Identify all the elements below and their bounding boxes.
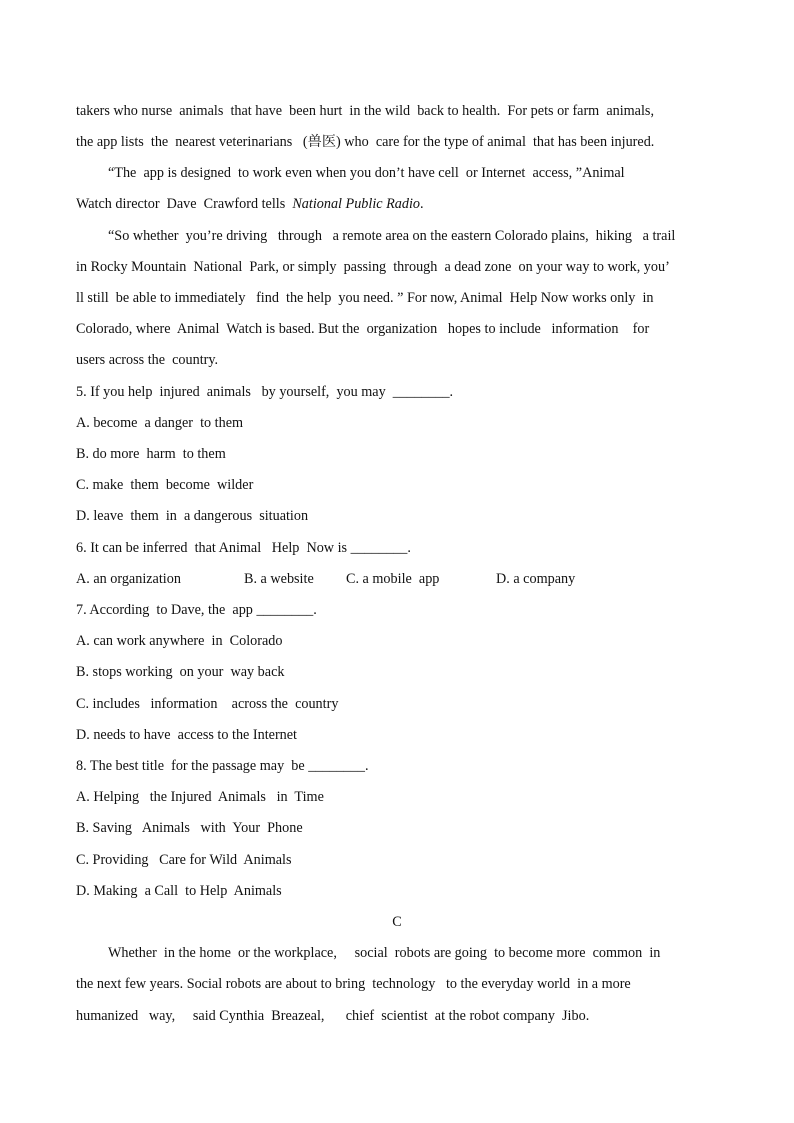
passage-b-p3-line1: “So whether you’re driving through a remote area on the eastern Colorado plains, hiking a trail: [108, 228, 676, 244]
passage-b-p3-line2: in Rocky Mountain National Park, or simply passing through a dead zone on your way to work, you’: [76, 259, 670, 275]
question-5-stem: 5. If you help injured animals by yourself, you may ________.: [76, 384, 454, 400]
passage-b-p3-line3: ll still be able to immediately find the help you need. ” For now, Animal Help Now works only in: [76, 290, 654, 306]
passage-b-p3-line4: Colorado, where Animal Watch is based. But the organization hopes to include information for: [76, 321, 650, 337]
question-6-option-d: D. a company: [496, 571, 576, 587]
question-7-option-c: C. includes information across the country: [76, 696, 339, 712]
passage-b-p2-line1: “The app is designed to work even when you don’t have cell or Internet access, ”Animal: [108, 165, 625, 181]
question-7-option-a: A. can work anywhere in Colorado: [76, 633, 283, 649]
source-name: National Public Radio: [292, 196, 421, 212]
question-8-stem: 8. The best title for the passage may be ________.: [76, 758, 369, 774]
question-6-option-a: A. an organization: [76, 571, 181, 587]
section-c-line3: humanized way, said Cynthia Breazeal, chief scientist at the robot company Jibo.: [76, 1008, 590, 1024]
question-8-option-a: A. Helping the Injured Animals in Time: [76, 789, 324, 805]
question-5-option-c: C. make them become wilder: [76, 477, 254, 493]
passage-b-p3-line5: users across the country.: [76, 352, 219, 368]
passage-b-p2-line2-prefix: Watch director Dave Crawford tells: [76, 196, 293, 212]
question-5-option-a: A. become a danger to them: [76, 415, 244, 431]
section-c-line2: the next few years. Social robots are about to bring technology to the everyday world in a more: [76, 976, 631, 992]
question-8-option-d: D. Making a Call to Help Animals: [76, 883, 282, 899]
passage-b-p1-line2: the app lists the nearest veterinarians (兽医) who care for the type of animal that has been injured.: [76, 134, 655, 150]
question-8-option-c: C. Providing Care for Wild Animals: [76, 852, 292, 868]
question-7-stem: 7. According to Dave, the app ________.: [76, 602, 317, 618]
question-6-option-b: B. a website: [244, 571, 314, 587]
passage-b-p2-line2: [76, 195, 424, 213]
question-5-option-b: B. do more harm to them: [76, 446, 226, 462]
question-6-stem: 6. It can be inferred that Animal Help Now is ________.: [76, 540, 411, 556]
question-7-option-d: D. needs to have access to the Internet: [76, 727, 298, 743]
section-c-line1: Whether in the home or the workplace, social robots are going to become more common in: [108, 945, 661, 961]
passage-b-p2-line2-suffix: .: [420, 196, 424, 212]
section-c-heading: C: [392, 914, 402, 930]
passage-b-p1-line1: takers who nurse animals that have been hurt in the wild back to health. For pets or farm animals,: [76, 103, 654, 119]
question-8-option-b: B. Saving Animals with Your Phone: [76, 820, 303, 836]
question-5-option-d: D. leave them in a dangerous situation: [76, 508, 309, 524]
question-6-option-c: C. a mobile app: [346, 571, 440, 587]
question-7-option-b: B. stops working on your way back: [76, 664, 285, 680]
